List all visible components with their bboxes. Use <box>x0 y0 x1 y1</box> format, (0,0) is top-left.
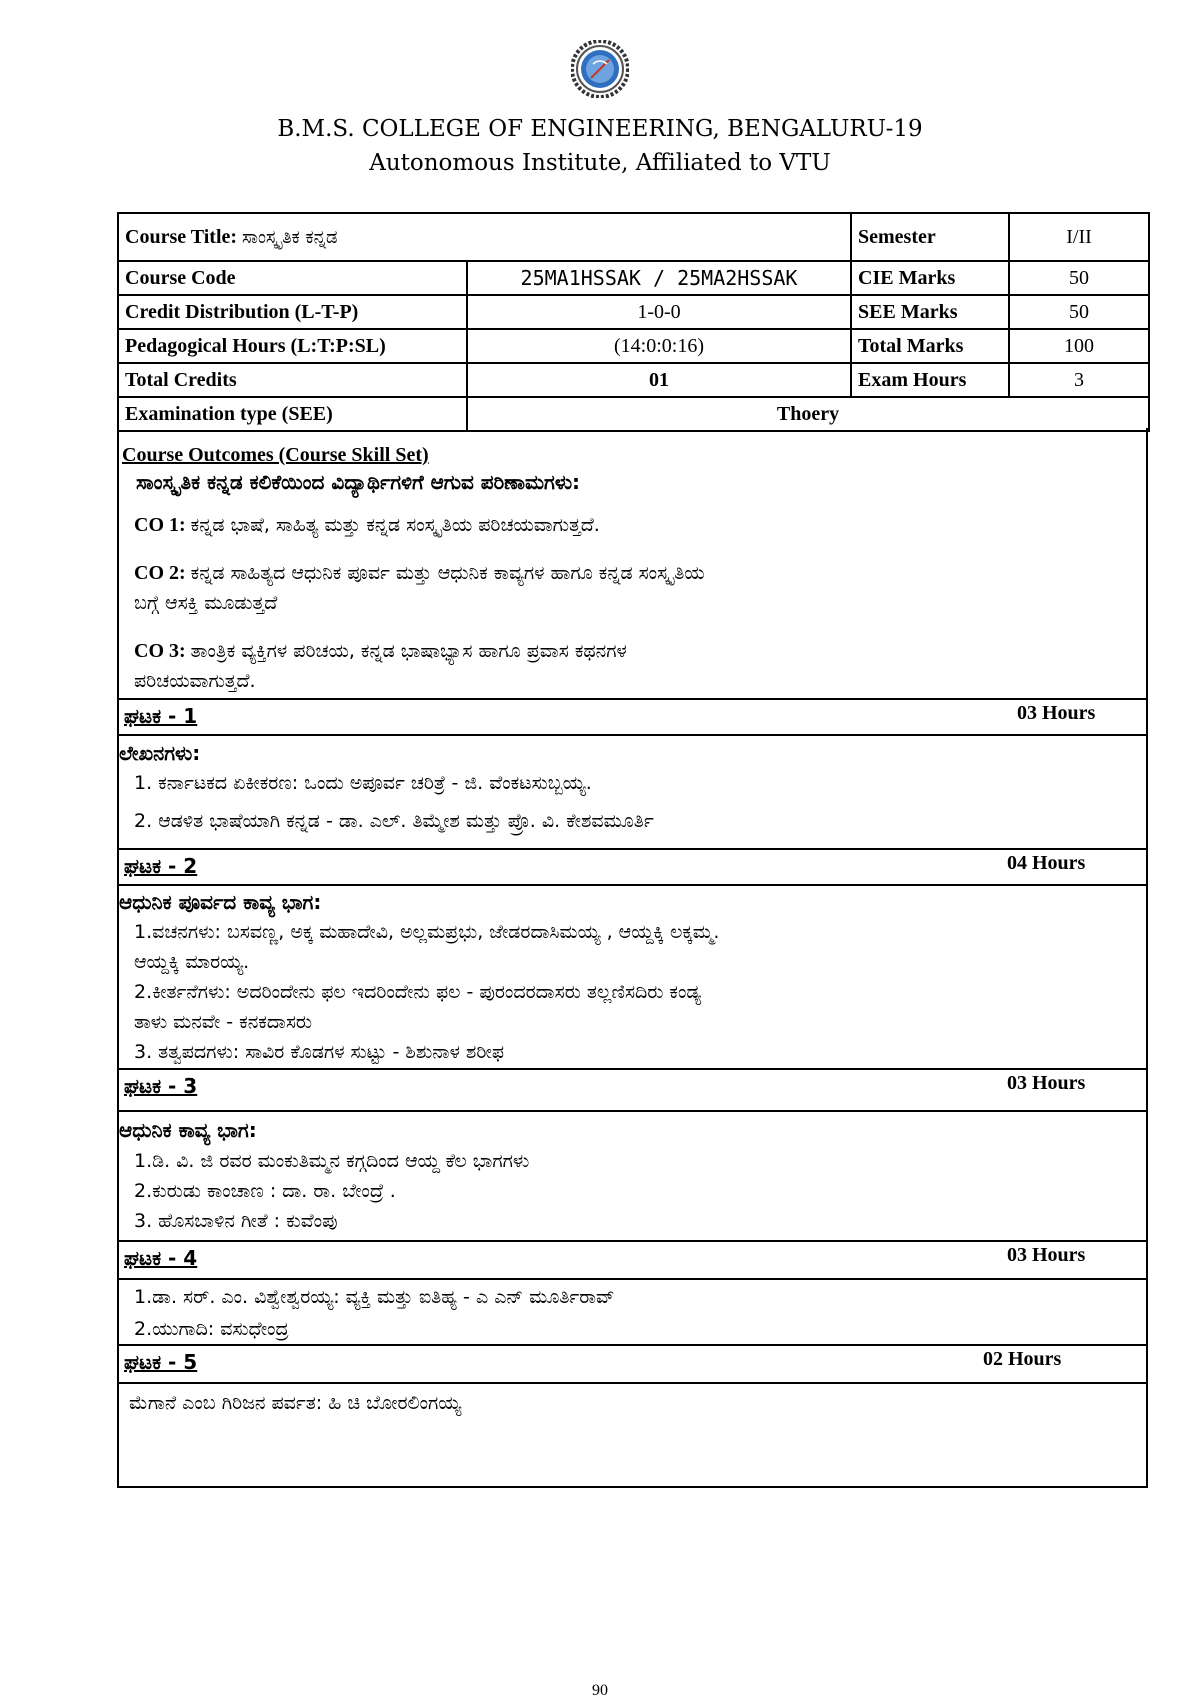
unit3-heading: ಆಧುನಿಕ ಕಾವ್ಯ ಭಾಗ: <box>119 1118 257 1142</box>
unit4-line-1: 1.ಡಾ. ಸರ್. ಎಂ. ವಿಶ್ವೇಶ್ವರಯ್ಯ: ವ್ಯಕ್ತಿ ಮತ್ತು ಐತಿಹ್ಯ - ಎ ಎನ್ ಮೂರ್ತಿರಾವ್ <box>134 1286 615 1308</box>
exam-type-value: Thoery <box>467 397 1149 431</box>
unit4-line-2: 2.ಯುಗಾದಿ: ವಸುಧೇಂದ್ರ <box>134 1318 289 1340</box>
exam-hours-value: 3 <box>1009 363 1149 397</box>
co1-label: CO 1: <box>134 514 186 536</box>
co3-text-2: ಪರಿಚಯವಾಗುತ್ತದೆ. <box>134 670 256 692</box>
see-marks-label: SEE Marks <box>851 295 1009 329</box>
syllabus-body <box>117 428 1148 1488</box>
college-subtitle: Autonomous Institute, Affiliated to VTU <box>369 150 831 176</box>
row-title <box>118 213 1149 261</box>
course-code-value: 25MA1HSSAK / 25MA2HSSAK <box>467 261 851 295</box>
semester-label: Semester <box>851 213 1009 261</box>
course-title-value: ಸಾಂಸ್ಕೃತಿಕ ಕನ್ನಡ <box>242 226 338 248</box>
row-credits <box>118 363 1149 397</box>
unit2-heading: ಆಧುನಿಕ ಪೂರ್ವದ ಕಾವ್ಯ ಭಾಗ: <box>119 890 322 914</box>
unit2-line-4: ತಾಳು ಮನವೇ - ಕನಕದಾಸರು <box>134 1011 313 1033</box>
credit-distribution-value: 1-0-0 <box>467 295 851 329</box>
unit2-line-3: 2.ಕೀರ್ತನೆಗಳು: ಅದರಿಂದೇನು ಫಲ ಇದರಿಂದೇನು ಫಲ - ಪುರಂದರದಾಸರು ತಲ್ಲಣಿಸದಿರು ಕಂಡ್ಯ <box>134 981 702 1003</box>
divider <box>119 1110 1146 1112</box>
credit-distribution-label: Credit Distribution (L-T-P) <box>118 295 467 329</box>
co2 <box>134 562 705 585</box>
divider <box>119 1240 1146 1242</box>
total-credits-value: 01 <box>467 363 851 397</box>
unit2-line-5: 3. ತತ್ವಪದಗಳು: ಸಾವಿರ ಕೊಡಗಳ ಸುಟ್ಟು - ಶಿಶುನಾಳ ಶರೀಫ <box>134 1041 505 1063</box>
unit3-hours: 03 Hours <box>1007 1072 1086 1094</box>
page-number: 90 <box>592 1682 608 1699</box>
pedagogical-hours-label: Pedagogical Hours (L:T:P:SL) <box>118 329 467 363</box>
exam-hours-label: Exam Hours <box>851 363 1009 397</box>
cie-marks-label: CIE Marks <box>851 261 1009 295</box>
exam-type-label: Examination type (SEE) <box>118 397 467 431</box>
divider <box>119 848 1146 850</box>
unit1-heading: ಲೇಖನಗಳು: <box>119 741 201 765</box>
unit4-hours: 03 Hours <box>1007 1244 1086 1266</box>
unit2-line-2: ಆಯ್ದಕ್ಕಿ ಮಾರಯ್ಯ. <box>134 951 250 973</box>
unit1-hours: 03 Hours <box>1017 702 1096 724</box>
course-code-label: Course Code <box>118 261 467 295</box>
co3-text-1: ತಾಂತ್ರಿಕ ವ್ಯಕ್ತಿಗಳ ಪರಿಚಯ, ಕನ್ನಡ ಭಾಷಾಭ್ಯಾಸ ಹಾಗೂ ಪ್ರವಾಸ ಕಥನಗಳ <box>190 640 627 662</box>
outcomes-subheading: ಸಾಂಸ್ಕೃತಿಕ ಕನ್ನಡ ಕಲಿಕೆಯಿಂದ ವಿದ್ಯಾರ್ಥಿಗಳಿಗೆ ಆಗುವ ಪರಿಣಾಮಗಳು: <box>136 470 581 494</box>
divider <box>119 1344 1146 1346</box>
co2-label: CO 2: <box>134 562 186 584</box>
unit3-line-3: 3. ಹೊಸಬಾಳಿನ ಗೀತೆ : ಕುವೆಂಪು <box>134 1210 338 1232</box>
divider <box>119 1068 1146 1070</box>
unit1-line-2: 2. ಆಡಳಿತ ಭಾಷೆಯಾಗಿ ಕನ್ನಡ - ಡಾ. ಎಲ್. ತಿಮ್ಮೇಶ ಮತ್ತು ಪ್ರೊ. ವಿ. ಕೇಶವಮೂರ್ತಿ <box>134 810 654 832</box>
college-logo <box>571 40 629 98</box>
co3-label: CO 3: <box>134 640 186 662</box>
co1-text: ಕನ್ನಡ ಭಾಷೆ, ಸಾಹಿತ್ಯ ಮತ್ತು ಕನ್ನಡ ಸಂಸ್ಕೃತಿಯ ಪರಿಚಯವಾಗುತ್ತದೆ. <box>190 514 600 536</box>
unit4-title: ಘಟಕ - 4 <box>124 1246 198 1270</box>
divider <box>119 1278 1146 1280</box>
co1 <box>134 514 600 537</box>
course-title-label: Course Title: <box>125 225 238 248</box>
course-title-cell <box>118 213 851 261</box>
unit2-title: ಘಟಕ - 2 <box>124 854 198 878</box>
row-exam-type <box>118 397 1149 431</box>
row-credit <box>118 295 1149 329</box>
row-hours <box>118 329 1149 363</box>
co2-text-1: ಕನ್ನಡ ಸಾಹಿತ್ಯದ ಆಧುನಿಕ ಪೂರ್ವ ಮತ್ತು ಆಧುನಿಕ ಕಾವ್ಯಗಳ ಹಾಗೂ ಕನ್ನಡ ಸಂಸ್ಕೃತಿಯ <box>190 562 705 584</box>
unit3-title: ಘಟಕ - 3 <box>124 1074 198 1098</box>
divider <box>119 1382 1146 1384</box>
divider <box>119 734 1146 736</box>
see-marks-value: 50 <box>1009 295 1149 329</box>
semester-value: I/II <box>1009 213 1149 261</box>
unit5-title: ಘಟಕ - 5 <box>124 1350 198 1374</box>
unit5-line-1: ಮೆಗಾನೆ ಎಂಬ ಗಿರಿಜನ ಪರ್ವತ: ಹಿ ಚಿ ಬೋರಲಿಂಗಯ್ಯ <box>129 1392 462 1414</box>
row-code <box>118 261 1149 295</box>
unit3-line-2: 2.ಕುರುಡು ಕಾಂಚಾಣ : ದಾ. ರಾ. ಬೇಂದ್ರೆ . <box>134 1180 396 1202</box>
unit1-line-1: 1. ಕರ್ನಾಟಕದ ಏಕೀಕರಣ: ಒಂದು ಅಪೂರ್ವ ಚರಿತ್ರೆ - ಜಿ. ವೆಂಕಟಸುಬ್ಬಯ್ಯ. <box>134 772 592 794</box>
divider <box>119 884 1146 886</box>
co3 <box>134 640 627 663</box>
pedagogical-hours-value: (14:0:0:16) <box>467 329 851 363</box>
unit2-line-1: 1.ವಚನಗಳು: ಬಸವಣ್ಣ, ಅಕ್ಕ ಮಹಾದೇವಿ, ಅಲ್ಲಮಪ್ರಭು, ಜೇಡರದಾಸಿಮಯ್ಯ , ಆಯ್ದಕ್ಕಿ ಲಕ್ಕಮ್ಮ. <box>134 921 720 943</box>
co2-text-2: ಬಗ್ಗೆ ಆಸಕ್ತಿ ಮೂಡುತ್ತದೆ <box>134 592 278 614</box>
unit5-hours: 02 Hours <box>983 1348 1062 1370</box>
total-marks-label: Total Marks <box>851 329 1009 363</box>
college-name: B.M.S. COLLEGE OF ENGINEERING, BENGALURU-19 <box>277 116 923 142</box>
unit1-title: ಘಟಕ - 1 <box>124 704 198 728</box>
course-info-table <box>117 212 1150 432</box>
unit2-hours: 04 Hours <box>1007 852 1086 874</box>
divider <box>119 698 1146 700</box>
cie-marks-value: 50 <box>1009 261 1149 295</box>
unit3-line-1: 1.ಡಿ. ವಿ. ಜಿ ರವರ ಮಂಕುತಿಮ್ಮನ ಕಗ್ಗದಿಂದ ಆಯ್ದ ಕೆಲ ಭಾಗಗಳು <box>134 1150 530 1172</box>
total-marks-value: 100 <box>1009 329 1149 363</box>
outcomes-heading: Course Outcomes (Course Skill Set) <box>122 444 429 466</box>
total-credits-label: Total Credits <box>118 363 467 397</box>
